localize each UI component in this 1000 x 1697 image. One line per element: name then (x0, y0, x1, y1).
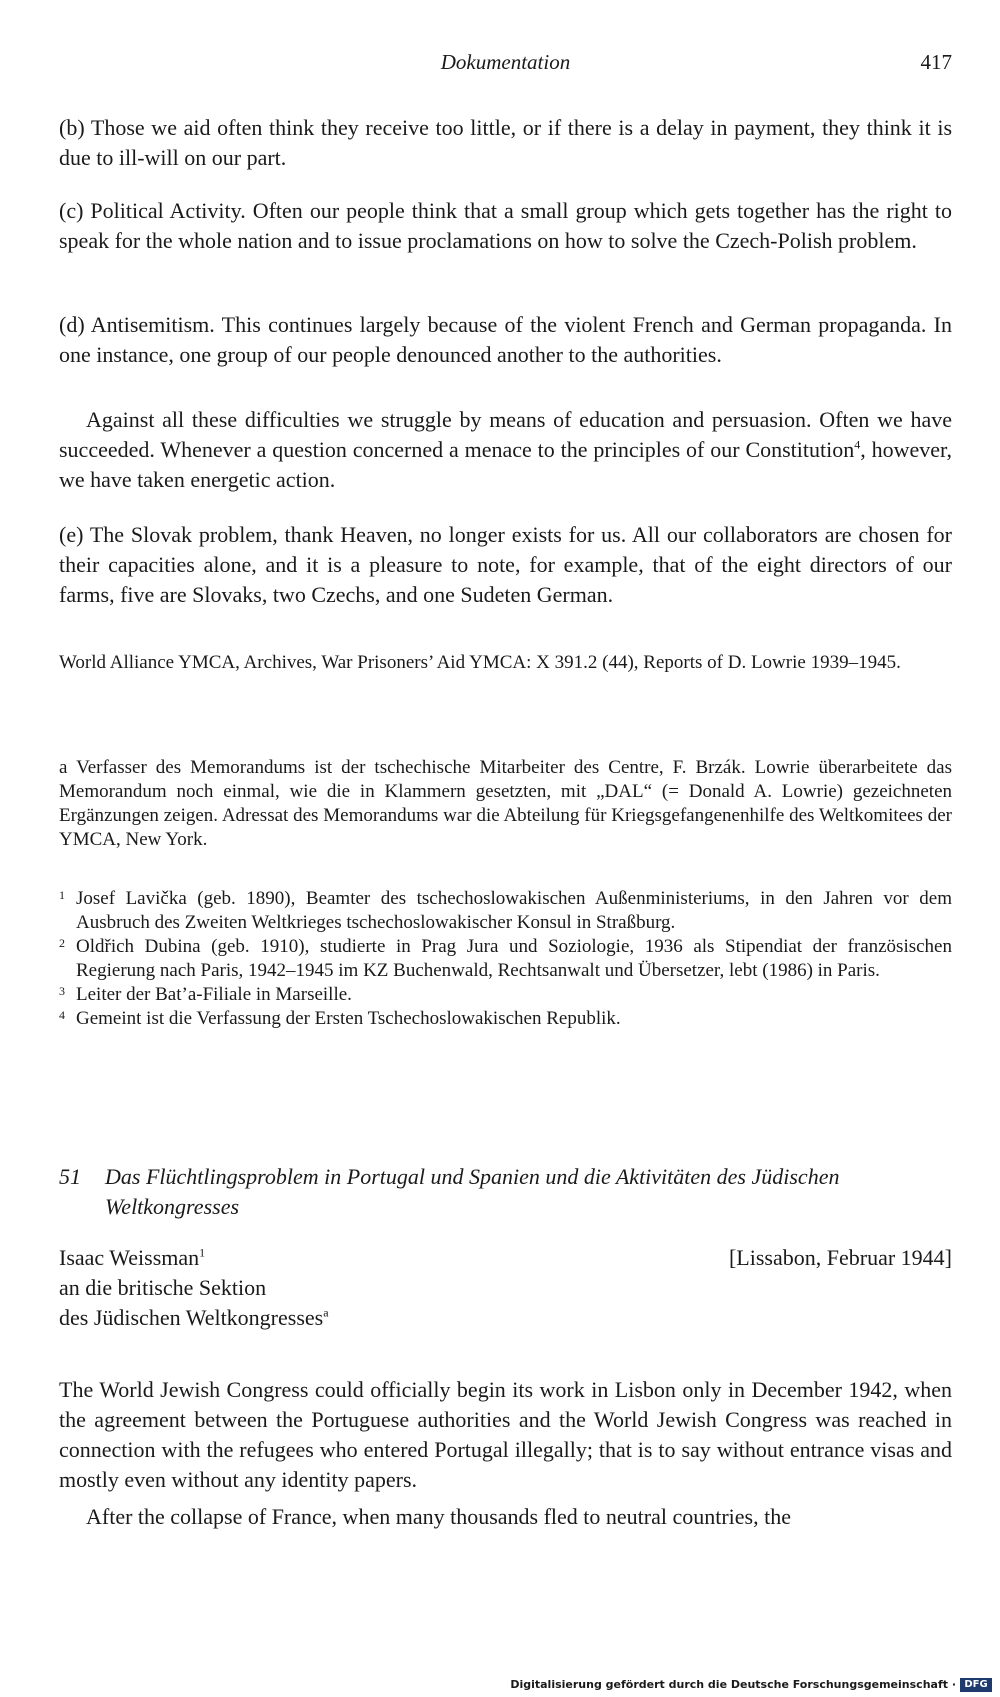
footnote (59, 983, 952, 1007)
document-heading (59, 1162, 952, 1222)
footnote-list (59, 887, 952, 1031)
footnote-number: 4 (59, 1008, 65, 1022)
paragraph-against (59, 405, 952, 495)
paragraph-d: (d) Antisemitism. This continues largely because of the violent French and German propaganda. In one instance, one group of our people denounced another to the authorities. (59, 312, 952, 367)
header-title: Dokumentation (440, 50, 571, 74)
running-header (59, 50, 952, 80)
document-title: Das Flüchtlingsproblem in Portugal und Spanien und die Aktivitäten des Jüdischen Weltkongresses (105, 1164, 840, 1219)
paragraph-against-text: Against all these difficulties we struggle by means of education and persuasion. Often we have succeeded. Whenever a question concerned a menace to the principles of our Constitution (59, 407, 952, 462)
digitization-credit: Digitalisierung gefördert durch die Deutsche Forschungsgemeinschaft · (510, 1678, 956, 1691)
paragraph-b: (b) Those we aid often think they receive too little, or if there is a delay in payment, they think it is due to ill-will on our part. (59, 115, 952, 170)
footnote (59, 1007, 952, 1031)
footnote-number: 3 (59, 984, 65, 998)
document-number: 51 (59, 1164, 81, 1189)
body-paragraph-2: After the collapse of France, when many thousands fled to neutral countries, the (86, 1504, 791, 1529)
footnote-text: Leiter der Bat’a-Filiale in Marseille. (76, 984, 352, 1005)
address-block (59, 1243, 329, 1333)
sender-name: Isaac Weissman (59, 1245, 200, 1270)
paragraph-against-end: , however, we have taken energetic action. (59, 437, 952, 492)
footnote-text: Josef Lavička (geb. 1890), Beamter des tschechoslowakischen Außenministeriums, in den Jahren vor dem Ausbruch des Zweiten Weltkrieges tschechoslowakischer Konsul in Straßburg. (76, 888, 952, 933)
recipient-note-ref: a (323, 1305, 329, 1320)
body-paragraph-1: The World Jewish Congress could officially begin its work in Lisbon only in December 1942, when the agreement between the Portuguese authorities and the World Jewish Congress was reached in connection with the refugees who entered Portugal illegally; that is to say without entrance visas and mostly even without any identity papers. (59, 1377, 952, 1492)
footnote-number: 2 (59, 936, 65, 950)
sender-footnote-ref: 1 (199, 1245, 206, 1260)
paragraph-e: (e) The Slovak problem, thank Heaven, no longer exists for us. All our collaborators are chosen for their capacities alone, and it is a pleasure to note, for example, that of the eight directors of our farms, five are Slovaks, two Czechs, and one Sudeten German. (59, 522, 952, 607)
dfg-logo: DFG (960, 1678, 992, 1692)
footnote-text: Oldřich Dubina (geb. 1910), studierte in Prag Jura und Soziologie, 1936 als Stipendiat der französischen Regierung nach Paris, 1942–1945 im KZ Buchenwald, Rechtsanwalt und Übersetzer, lebt (1986) in Paris. (76, 936, 952, 981)
footnote-text: Gemeint ist die Verfassung der Ersten Tschechoslowakischen Republik. (76, 1008, 621, 1029)
footnote-ref-4: 4 (854, 437, 861, 452)
source-citation: World Alliance YMCA, Archives, War Prisoners’ Aid YMCA: X 391.2 (44), Reports of D. Lowrie 1939–1945. (59, 652, 901, 673)
editorial-note-a: a Verfasser des Memorandums ist der tschechische Mitarbeiter des Centre, F. Brzák. Lowrie überarbeitete das Memorandum noch einmal, wie die in Klammern gesetzten, mit „DAL“ (= Donald A. Lowrie) gezeichneten Ergänzungen zeigen. Adressat des Memorandums war die Abteilung für Kriegsgefangenenhilfe des Weltkomitees der YMCA, New York. (59, 757, 952, 850)
footnote-number: 1 (59, 888, 65, 902)
paragraph-c: (c) Political Activity. Often our people think that a small group which gets together has the right to speak for the whole nation and to issue proclamations on how to solve the Czech-Polish problem. (59, 198, 952, 253)
footnote (59, 935, 952, 983)
place-date: [Lissabon, Februar 1944] (728, 1245, 952, 1270)
recipient-line-2-text: des Jüdischen Weltkongresses (59, 1305, 324, 1330)
recipient-line-2 (59, 1303, 329, 1333)
footnote (59, 887, 952, 935)
sender (59, 1243, 329, 1273)
page-number: 417 (920, 50, 952, 74)
recipient-line-1: an die britische Sektion (59, 1275, 267, 1300)
